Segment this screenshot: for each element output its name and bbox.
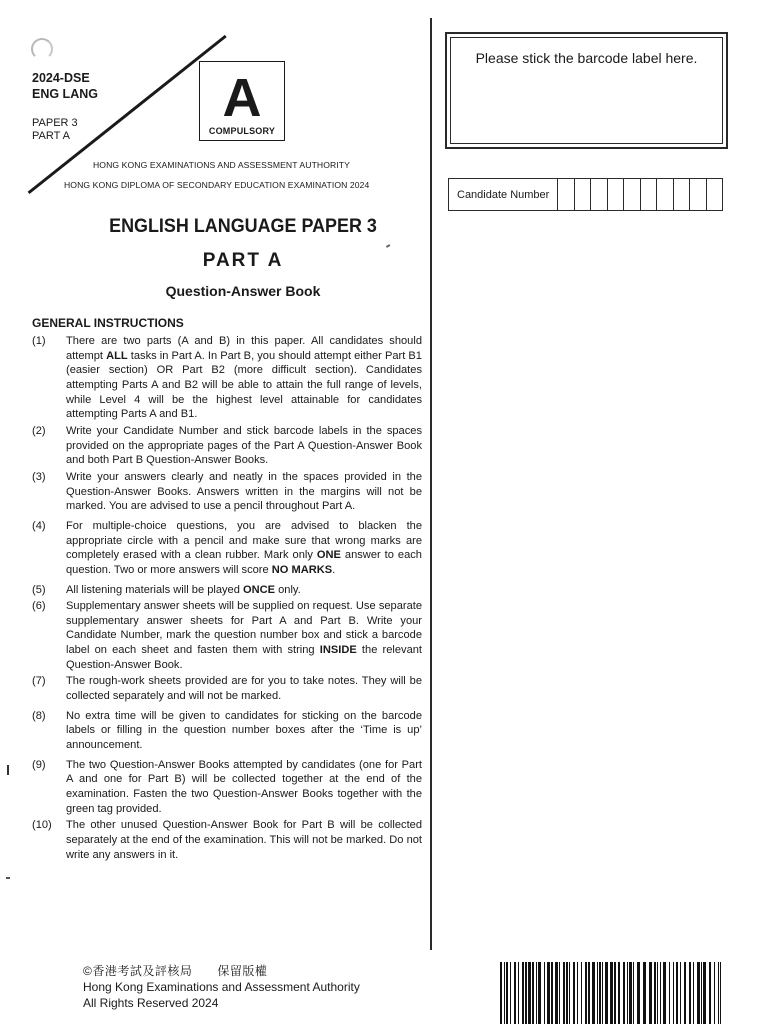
instruction-item	[32, 709, 422, 753]
copyright-notice	[83, 963, 360, 1011]
barcode-label-area	[445, 32, 728, 149]
instruction-segment: .	[332, 563, 336, 576]
barcode-bar	[599, 962, 601, 1024]
barcode-bar	[697, 962, 700, 1024]
copyright-line1: Hong Kong Examinations and Assessment Authority	[83, 980, 360, 994]
barcode-bar	[532, 962, 534, 1024]
instruction-segment: answer to each question. Two or more answers will score	[66, 549, 422, 576]
paper-title: ENGLISH LANGUAGE PAPER 3	[109, 215, 377, 237]
instruction-text	[66, 424, 422, 468]
instruction-segment: No extra time will be given to candidates for sticking on the barcode labels or filling in the question number boxes after the ‘Time is up’ announcement.	[66, 709, 422, 752]
instruction-item	[32, 674, 422, 703]
instruction-text	[66, 334, 422, 422]
binder-hole-mark	[31, 38, 53, 60]
candidate-number-cell[interactable]	[706, 179, 723, 211]
barcode-bar	[555, 962, 558, 1024]
barcode-bar	[581, 962, 582, 1024]
instruction-segment: Write your Candidate Number and stick barcode labels in the spaces provided on the appropriate pages of the Part A Question-Answer Book and both Part B Question-Answer Books.	[66, 424, 422, 467]
barcode-bar	[623, 962, 625, 1024]
barcode-bar	[663, 962, 666, 1024]
diploma-name: HONG KONG DIPLOMA OF SECONDARY EDUCATION EXAMINATION 2024	[64, 180, 370, 190]
candidate-number-cell[interactable]	[558, 179, 575, 211]
barcode-bar	[714, 962, 715, 1024]
paper-number: PAPER 3	[32, 117, 78, 129]
barcode-image	[500, 962, 722, 1024]
instruction-segment: only.	[275, 583, 301, 596]
instruction-number: (2)	[32, 424, 46, 437]
instruction-number: (7)	[32, 675, 46, 688]
barcode-bar	[559, 962, 560, 1024]
instruction-number: (1)	[32, 335, 46, 347]
instruction-item	[32, 519, 422, 578]
barcode-bar	[637, 962, 640, 1024]
barcode-bar	[614, 962, 616, 1024]
instruction-segment: The other unused Question-Answer Book for Part B will be collected separately at the end of the examination. This will not be marked. Do not write any answers in it.	[66, 819, 422, 861]
barcode-bar	[629, 962, 632, 1024]
instruction-item	[32, 424, 422, 468]
barcode-bar	[588, 962, 590, 1024]
barcode-bar	[654, 962, 656, 1024]
instruction-text	[66, 519, 422, 578]
barcode-bar	[602, 962, 603, 1024]
barcode-bar	[610, 962, 613, 1024]
instruction-emphasis: INSIDE	[319, 644, 357, 657]
exam-code	[32, 70, 98, 102]
instruction-segment: For multiple-choice questions, you are advised to blacken the appropriate circle with a pencil and make sure that wrong marks are completely erased with a clean rubber. Mark only	[66, 519, 422, 562]
barcode-bar	[522, 962, 524, 1024]
instructions-list	[32, 334, 422, 864]
barcode-bar	[547, 962, 550, 1024]
barcode-bar	[718, 962, 719, 1024]
barcode-bar	[544, 962, 545, 1024]
barcode-bar	[528, 962, 531, 1024]
paper-part: PART A	[32, 130, 70, 142]
instruction-number: (10)	[32, 819, 52, 832]
candidate-number-cell[interactable]	[591, 179, 608, 211]
candidate-number-cell[interactable]	[607, 179, 624, 211]
instruction-segment: There are two parts (A and B) in this paper. All candidates should attempt	[66, 335, 422, 362]
instruction-text	[66, 758, 422, 817]
candidate-number-label: Candidate Number	[449, 179, 558, 211]
barcode-bar	[536, 962, 537, 1024]
barcode-bar	[720, 962, 721, 1024]
instruction-number: (5)	[32, 583, 46, 596]
candidate-number-cell[interactable]	[574, 179, 591, 211]
candidate-number-cell[interactable]	[624, 179, 641, 211]
instruction-segment: All listening materials will be played	[66, 583, 243, 596]
instruction-segment: the relevant Question-Answer Book.	[66, 644, 422, 671]
barcode-bar	[684, 962, 686, 1024]
candidate-number-cell[interactable]	[690, 179, 707, 211]
instruction-text	[66, 470, 422, 514]
instruction-emphasis: ALL	[106, 349, 128, 362]
barcode-bar	[569, 962, 570, 1024]
exam-year-code: 2024-DSE	[32, 71, 90, 85]
barcode-bar	[551, 962, 553, 1024]
candidate-number-cell[interactable]	[673, 179, 690, 211]
barcode-bar	[633, 962, 634, 1024]
barcode-bar	[525, 962, 527, 1024]
instruction-emphasis: NO MARKS	[271, 563, 333, 576]
part-letter: A	[222, 68, 262, 128]
instruction-text	[66, 709, 422, 753]
barcode-bar	[500, 962, 502, 1024]
instruction-text	[66, 818, 422, 862]
barcode-bar	[643, 962, 646, 1024]
compulsory-box	[199, 61, 285, 141]
barcode-bar	[693, 962, 694, 1024]
candidate-number-cell[interactable]	[640, 179, 657, 211]
authority-name: HONG KONG EXAMINATIONS AND ASSESSMENT AUTHORITY	[93, 160, 350, 170]
instruction-text	[66, 674, 422, 703]
barcode-bar	[510, 962, 511, 1024]
barcode-bar	[660, 962, 661, 1024]
barcode-bar	[701, 962, 702, 1024]
instruction-number: (4)	[32, 519, 46, 532]
instruction-number: (6)	[32, 600, 46, 613]
barcode-bar	[669, 962, 670, 1024]
barcode-bar	[566, 962, 568, 1024]
barcode-bar	[657, 962, 658, 1024]
instruction-text	[66, 599, 422, 672]
instruction-number: (9)	[32, 758, 46, 771]
barcode-bar	[680, 962, 681, 1024]
barcode-bar	[506, 962, 508, 1024]
barcode-label-inner	[450, 37, 723, 144]
instruction-segment: Supplementary answer sheets will be supplied on request. Use separate supplementary answer sheets for Part A and Part B. Write your Candidate Number, mark the question number box and stick a barcode label on each sheet and fasten them with string	[66, 600, 422, 657]
scan-speck	[386, 244, 390, 247]
instruction-number: (3)	[32, 470, 46, 483]
vertical-divider	[430, 18, 432, 950]
instruction-item	[32, 334, 422, 422]
barcode-bar	[518, 962, 519, 1024]
instruction-number: (8)	[32, 709, 46, 722]
barcode-bar	[585, 962, 587, 1024]
barcode-bar	[689, 962, 691, 1024]
instruction-item	[32, 583, 422, 598]
barcode-bar	[673, 962, 674, 1024]
instruction-emphasis: ONCE	[242, 583, 276, 596]
paper-code	[32, 117, 78, 143]
candidate-number-cell[interactable]	[657, 179, 674, 211]
barcode-bar	[709, 962, 711, 1024]
instruction-segment: The two Question-Answer Books attempted by candidates (one for Part A and one for Part B) will be collected together at the end of the examination. Fasten the two Question-Answer Books together with the green tag provided.	[66, 758, 422, 815]
margin-mark	[7, 765, 9, 775]
instructions-heading: GENERAL INSTRUCTIONS	[32, 316, 184, 330]
copyright-line2: All Rights Reserved 2024	[83, 996, 219, 1010]
copyright-chinese: ©香港考試及評核局 保留版權	[83, 964, 268, 978]
instruction-item	[32, 599, 422, 672]
barcode-label-text: Please stick the barcode label here.	[475, 50, 698, 66]
instruction-item	[32, 470, 422, 514]
instruction-segment: Write your answers clearly and neatly in the spaces provided in the Question-Answer Books. Answers written in the margins will not be marked. You are advised to use a pencil throughout Part A.	[66, 470, 422, 513]
barcode-bar	[577, 962, 578, 1024]
barcode-bar	[627, 962, 628, 1024]
barcode-bar	[703, 962, 706, 1024]
instruction-emphasis: ONE	[316, 549, 341, 562]
barcode-bar	[597, 962, 598, 1024]
barcode-bar	[605, 962, 608, 1024]
book-title: Question-Answer Book	[165, 283, 321, 299]
compulsory-label: COMPULSORY	[208, 126, 276, 136]
subject-code: ENG LANG	[32, 87, 98, 101]
instruction-text	[66, 583, 422, 598]
barcode-bar	[538, 962, 541, 1024]
barcode-bar	[514, 962, 516, 1024]
margin-mark	[6, 877, 10, 879]
instruction-segment: The rough-work sheets provided are for you to take notes. They will be collected separately and will not be marked.	[66, 675, 422, 703]
instruction-item	[32, 818, 422, 862]
instruction-segment: tasks in Part A. In Part B, you should attempt either Part B1 (easier section) OR Part B2 (more difficult section). Candidates attempting Parts A and B2 will be able to attain the full range of levels, while Level 4 will be the highest level attainable for candidates attempting Parts A and B1.	[66, 349, 422, 421]
barcode-bar	[573, 962, 575, 1024]
barcode-bar	[649, 962, 652, 1024]
part-title: PART A	[202, 250, 284, 271]
candidate-number-box	[448, 178, 723, 211]
barcode-bar	[592, 962, 595, 1024]
barcode-bar	[504, 962, 505, 1024]
barcode-bar	[618, 962, 620, 1024]
barcode-bar	[563, 962, 565, 1024]
instruction-item	[32, 758, 422, 817]
barcode-bar	[676, 962, 678, 1024]
